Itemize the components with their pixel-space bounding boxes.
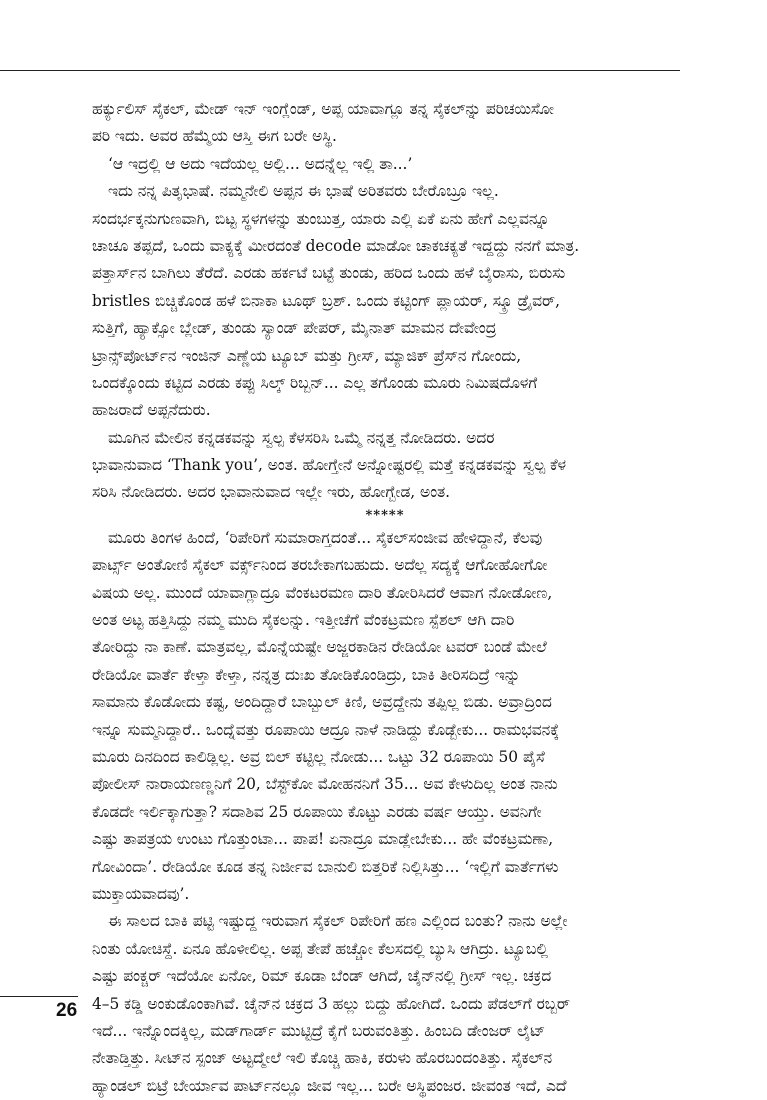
text-line: ಹರ್ಕ್ಯುಲಿಸ್ ಸೈಕಲ್, ಮೇಡ್ ಇನ್ ಇಂಗ್ಲೆಂಡ್, ಅಪ್ಪ ಯಾವಾಗ್ಲೂ ತನ್ನ ಸೈಕಲ್‌ನ್ನು ಪರಿಚಯಿಸೋ — [92, 100, 554, 118]
text-line: ಮುಕ್ತಾಯವಾದವು’. — [92, 884, 190, 903]
text-line: ಇದೆ... ಇನ್ನೊಂದಕ್ಕಿಲ್ಲ, ಮಡ್‌ಗಾರ್ಡ್ ಮುಟ್ಟಿದ್ರೆ ಕೈಗೆ ಬರುವಂತಿತ್ತು. ಹಿಂಬದಿ ಡೇಂಜರ್ ಲೈಟ್ — [92, 1021, 546, 1040]
text-line: ಗೋವಿಂದಾ’. ರೇಡಿಯೋ ಕೂಡ ತನ್ನ ನಿರ್ಜೀವ ಬಾನುಲಿ ಬಿತ್ತರಿಕೆ ನಿಲ್ಲಿಸಿತ್ತು... ‘ಇಲ್ಲಿಗೆ ವಾರ್ತೆಗಳು — [92, 857, 559, 876]
text-line: ಚಾಚೂ ತಪ್ಪದೆ, ಒಂದು ವಾಕ್ಯಕ್ಕೆ ಮೀರದಂತೆ decode ಮಾಡೋ ಚಾಕಚಕ್ಯತೆ ಇದ್ದದ್ದು ನನಗೆ ಮಾತ್ರ. — [92, 236, 580, 255]
text-line: ಪತ್ತಾರ್ಸ್‌ನ ಬಾಗಿಲು ತೆರೆದೆ. ಎರಡು ಹರ್ಕಟೆ ಬಟ್ಟೆ ತುಂಡು, ಹರಿದ ಒಂದು ಹಳೆ ಬೈರಾಸು, ಬಿರುಸು — [92, 264, 566, 283]
text-line: ಭಾವಾನುವಾದ ‘Thank you’, ಅಂತ. ಹೋಗ್ತೇನೆ ಅನ್ನೋಷ್ಟರಲ್ಲಿ ಮತ್ತೆ ಕನ್ನಡಕವನ್ನು ಸ್ವಲ್ಪ ಕೆಳ — [92, 456, 566, 475]
text-line: ಒಂದಕ್ಕೊಂದು ಕಟ್ಟಿದ ಎರಡು ಕಪ್ಪು ಸಿಲ್ಕ್ ರಿಬ್ಬನ್... ಎಲ್ಲ ತಗೊಂಡು ಮೂರು ನಿಮಿಷದೊಳಗೆ — [92, 373, 538, 392]
text-line: ಕೊಡದೇ ಇರ್ಲಿಕ್ಕಾಗುತ್ತಾ? ಸದಾಶಿವ 25 ರೂಪಾಯಿ ಕೊಟ್ಟು ಎರಡು ವರ್ಷ ಆಯ್ತು. ಅವನಿಗೇ — [92, 802, 542, 821]
text-line: ಈ ಸಾಲದ ಬಾಕಿ ಪಟ್ಟಿ ಇಷ್ಟುದ್ದ ಇರುವಾಗ ಸೈಕಲ್ ರಿಪೇರಿಗೆ ಹಣ ಎಲ್ಲಿಂದ ಬಂತು? ನಾನು ಅಲ್ಲೇ — [108, 912, 568, 931]
text-line: ನೇತಾಡ್ತಿತ್ತು. ಸೀಟ್‌ನ ಸ್ಪಂಜ್ ಅಟ್ಟದ್ಮೇಲೆ ಇಲಿ ಕೊಚ್ಚಿ ಹಾಕಿ, ಕರುಳು ಹೊರಬಂದಂತಿತ್ತು. ಸೈಕಲ್‌ನ — [92, 1049, 553, 1068]
text-line: ಮೂಗಿನ ಮೇಲಿನ ಕನ್ನಡಕವನ್ನು ಸ್ವಲ್ಪ ಕೆಳಸರಿಸಿ ಒಮ್ಮೆ ನನ್ನತ್ತ ನೋಡಿದರು. ಅದರ — [108, 428, 495, 447]
text-line: ಪಾರ್ಟ್ಸ್ ಅಂತೋಣಿ ಸೈಕಲ್ ವರ್ಕ್ಸ್‌ನಿಂದ ತರಬೇಕಾಗಬಹುದು. ಅದೆಲ್ಲ ಸದ್ಯಕ್ಕೆ ಆಗೋಹೋಗೋ — [92, 556, 548, 575]
text-line: ಪರಿ ಇದು. ಅವರ ಹೆಮ್ಮೆಯ ಆಸ್ತಿ ಈಗ ಬರೇ ಅಸ್ಥಿ. — [92, 127, 337, 146]
text-line: ಇದು ನನ್ನ ಪಿತೃಭಾಷೆ. ನಮ್ಮನೇಲಿ ಅಪ್ಪನ ಈ ಭಾಷೆ ಅರಿತವರು ಬೇರೊಬ್ರೂ ಇಲ್ಲ. — [108, 182, 499, 201]
text-line: ಎಷ್ಟು ಪಂಕ್ಚರ್ ಇದೆಯೋ ಏನೋ, ರಿಮ್ ಕೂಡಾ ಬೆಂಡ್ ಆಗಿದೆ, ಚೈನ್‌ನಲ್ಲಿ ಗ್ರೀಸ್ ಇಲ್ಲ. ಚಕ್ರದ — [92, 967, 552, 986]
text-line: ಹ್ಯಾಂಡಲ್ ಬಿಟ್ರೆ ಬೇರ್ಯಾವ ಪಾರ್ಟ್‌ನಲ್ಲೂ ಜೀವ ಇಲ್ಲ... ಬರೇ ಅಸ್ಥಿಪಂಜರ. ಜೀವಂತ ಇದೆ, ಎದೆ — [92, 1076, 567, 1095]
text-line: ‘ಆ ಇದ್ರಲ್ಲಿ ಆ ಅದು ಇದೆಯಲ್ಲ ಅಲ್ಲಿ... ಅದನ್ನೆಲ್ಲ ಇಲ್ಲಿ ತಾ...’ — [108, 154, 413, 173]
text-line: ಎಷ್ಟು ತಾಪತ್ರಯ ಉಂಟು ಗೊತ್ತುಂಟಾ... ಪಾಪ! ಏನಾದ್ರೂ ಮಾಡ್ಲೇಬೇಕು... ಹೇ ವೆಂಕಟ್ರಮಣಾ, — [92, 830, 554, 849]
text-line: ನಿಂತು ಯೋಚಿಸ್ದೆ. ಏನೂ ಹೊಳೀಲಿಲ್ಲ. ಅಪ್ಪ ತೇಪೆ ಹಚ್ಚೋ ಕೆಲಸದಲ್ಲಿ ಬ್ಯುಸಿ ಆಗಿದ್ರು. ಟ್ಯೂಬಲ್ಲಿ — [92, 939, 548, 958]
text-line: ಅಂತ ಅಟ್ಟ ಹತ್ತಿಸಿದ್ದು ನಮ್ಮ ಮುದಿ ಸೈಕಲನ್ನು. ಇತ್ತೀಚೆಗೆ ವೆಂಕಟ್ರಮಣ ಸ್ಪೆಶಲ್ ಆಗಿ ದಾರಿ — [92, 611, 515, 630]
footer-rule — [0, 996, 78, 997]
page-number: 26 — [56, 1000, 78, 1021]
text-line: ಹಾಜರಾದೆ ಅಪ್ಪನೆದುರು. — [92, 401, 211, 420]
text-line: ಟ್ರಾನ್ಸ್‌ಪೋರ್ಟ್‌ನ ಇಂಜಿನ್ ಎಣ್ಣೆಯ ಟ್ಯೂಬ್ ಮತ್ತು ಗ್ರೀಸ್, ಮ್ಯಾಜಿಕ್ ಪ್ರೆಸ್‌ನ ಗೋಂದು, — [92, 346, 522, 365]
text-line: ರೇಡಿಯೋ ವಾರ್ತೆ ಕೇಳ್ತಾ ಕೇಳ್ತಾ, ನನ್ನತ್ರ ದುಃಖ ತೋಡಿಕೊಂಡಿದ್ರು, ಬಾಕಿ ತೀರಿಸದಿದ್ರೆ ಇನ್ನು — [92, 665, 521, 684]
top-rule — [0, 70, 680, 71]
text-line: ಸರಿಸಿ ನೋಡಿದರು. ಅದರ ಭಾವಾನುವಾದ ಇಲ್ಲೇ ಇರು, ಹೋಗ್ಬೇಡ, ಅಂತ. — [92, 483, 451, 502]
text-line: ಪೋಲೀಸ್ ನಾರಾಯಣಣ್ಣನಿಗೆ 20, ಬೆಸ್ಟ್‌ಕೋ ಮೋಹನನಿಗೆ 35... ಅವ ಕೇಳುದಿಲ್ಲ ಅಂತ ನಾನು — [92, 775, 558, 794]
text-line: ಸುತ್ತಿಗೆ, ಹ್ಯಾಕ್ಸೋ ಬ್ಲೇಡ್, ತುಂಡು ಸ್ಯಾಂಡ್ ಪೇಪರ್, ಮೈನಾತ್ ಮಾಮನ ದೇವೇಂದ್ರ — [92, 319, 497, 338]
text-line: ಸಾಮಾನು ಕೊಡೋದು ಕಷ್ಟ, ಅಂದಿದ್ದಾರೆ ಬಾಬ್ಬುಲ್ ಕಿಣಿ, ಅವ್ರದ್ದೇನು ತಪ್ಪಿಲ್ಲ ಬಿಡು. ಅವ್ರಾದ್ರಿಂದ — [92, 693, 552, 712]
text-line: ಸಂದರ್ಭಕ್ಕನುಗುಣವಾಗಿ, ಬಿಟ್ಟ ಸ್ಥಳಗಳನ್ನು ತುಂಬುತ್ತ, ಯಾರು ಎಲ್ಲಿ ಏಕೆ ಏನು ಹೇಗೆ ಎಲ್ಲವನ್ನೂ — [92, 209, 550, 228]
text-line: ತೋರಿದ್ದು ನಾ ಕಾಣೆ. ಮಾತ್ರವಲ್ಲ, ಮೊನ್ನೆಯಷ್ಟೇ ಅಜ್ಜರಕಾಡಿನ ರೇಡಿಯೋ ಟವರ್ ಬಂಡೆ ಮೇಲೆ — [92, 638, 547, 657]
text-line: ಇನ್ನೂ ಸುಮ್ಮನಿದ್ದಾರೆ.. ಒಂದ್ನೆವತ್ತು ರೂಪಾಯಿ ಆದ್ರೂ ನಾಳೆ ನಾಡಿದ್ದು ಕೊಡ್ಬೇಕು... ರಾಮಭವನಕ್ಕೆ — [92, 720, 560, 739]
text-line: ಮೂರು ದಿನದಿಂದ ಕಾಲಿಡ್ಲಿಲ್ಲ. ಅವ್ರ ಬಿಲ್ ಕಟ್ಟಿಲ್ಲ ನೋಡು... ಒಟ್ಟು 32 ರೂಪಾಯಿ 50 ಪೈಸೆ — [92, 747, 545, 766]
text-line: ಮೂರು ತಿಂಗಳ ಹಿಂದೆ, ‘ರಿಪೇರಿಗೆ ಸುಮಾರಾಗ್ತದಂತೆ... ಸೈಕಲ್‌ಸಂಜೀವ ಹೇಳಿದ್ದಾನೆ, ಕೆಲವು — [108, 528, 543, 547]
section-separator: ***** — [365, 507, 405, 523]
text-line: ವಿಷಯ ಅಲ್ಲ. ಮುಂದೆ ಯಾವಾಗ್ಲಾದ್ರೂ ವೆಂಕಟರಮಣ ದಾರಿ ತೋರಿಸಿದರೆ ಆವಾಗ ನೋಡೋಣ, — [92, 583, 553, 602]
text-body — [92, 96, 678, 1100]
text-line: 4–5 ಕಡ್ಡಿ ಅಂಕುಡೊಂಕಾಗಿವೆ. ಚೈನ್‌ನ ಚಕ್ರದ 3 ಹಲ್ಲು ಬಿದ್ದು ಹೋಗಿದೆ. ಒಂದು ಪೆಡಲ್‌ಗೆ ರಬ್ಬರ್ — [92, 994, 571, 1013]
text-line: bristles ಬಿಚ್ಚಿಕೊಂಡ ಹಳೆ ಬಿನಾಕಾ ಟೂಥ್ ಬ್ರಶ್. ಒಂದು ಕಟ್ಟಿಂಗ್ ಪ್ಲಾಯರ್, ಸ್ಕ್ರೂ ಡ್ರೈವರ್, — [92, 291, 560, 310]
